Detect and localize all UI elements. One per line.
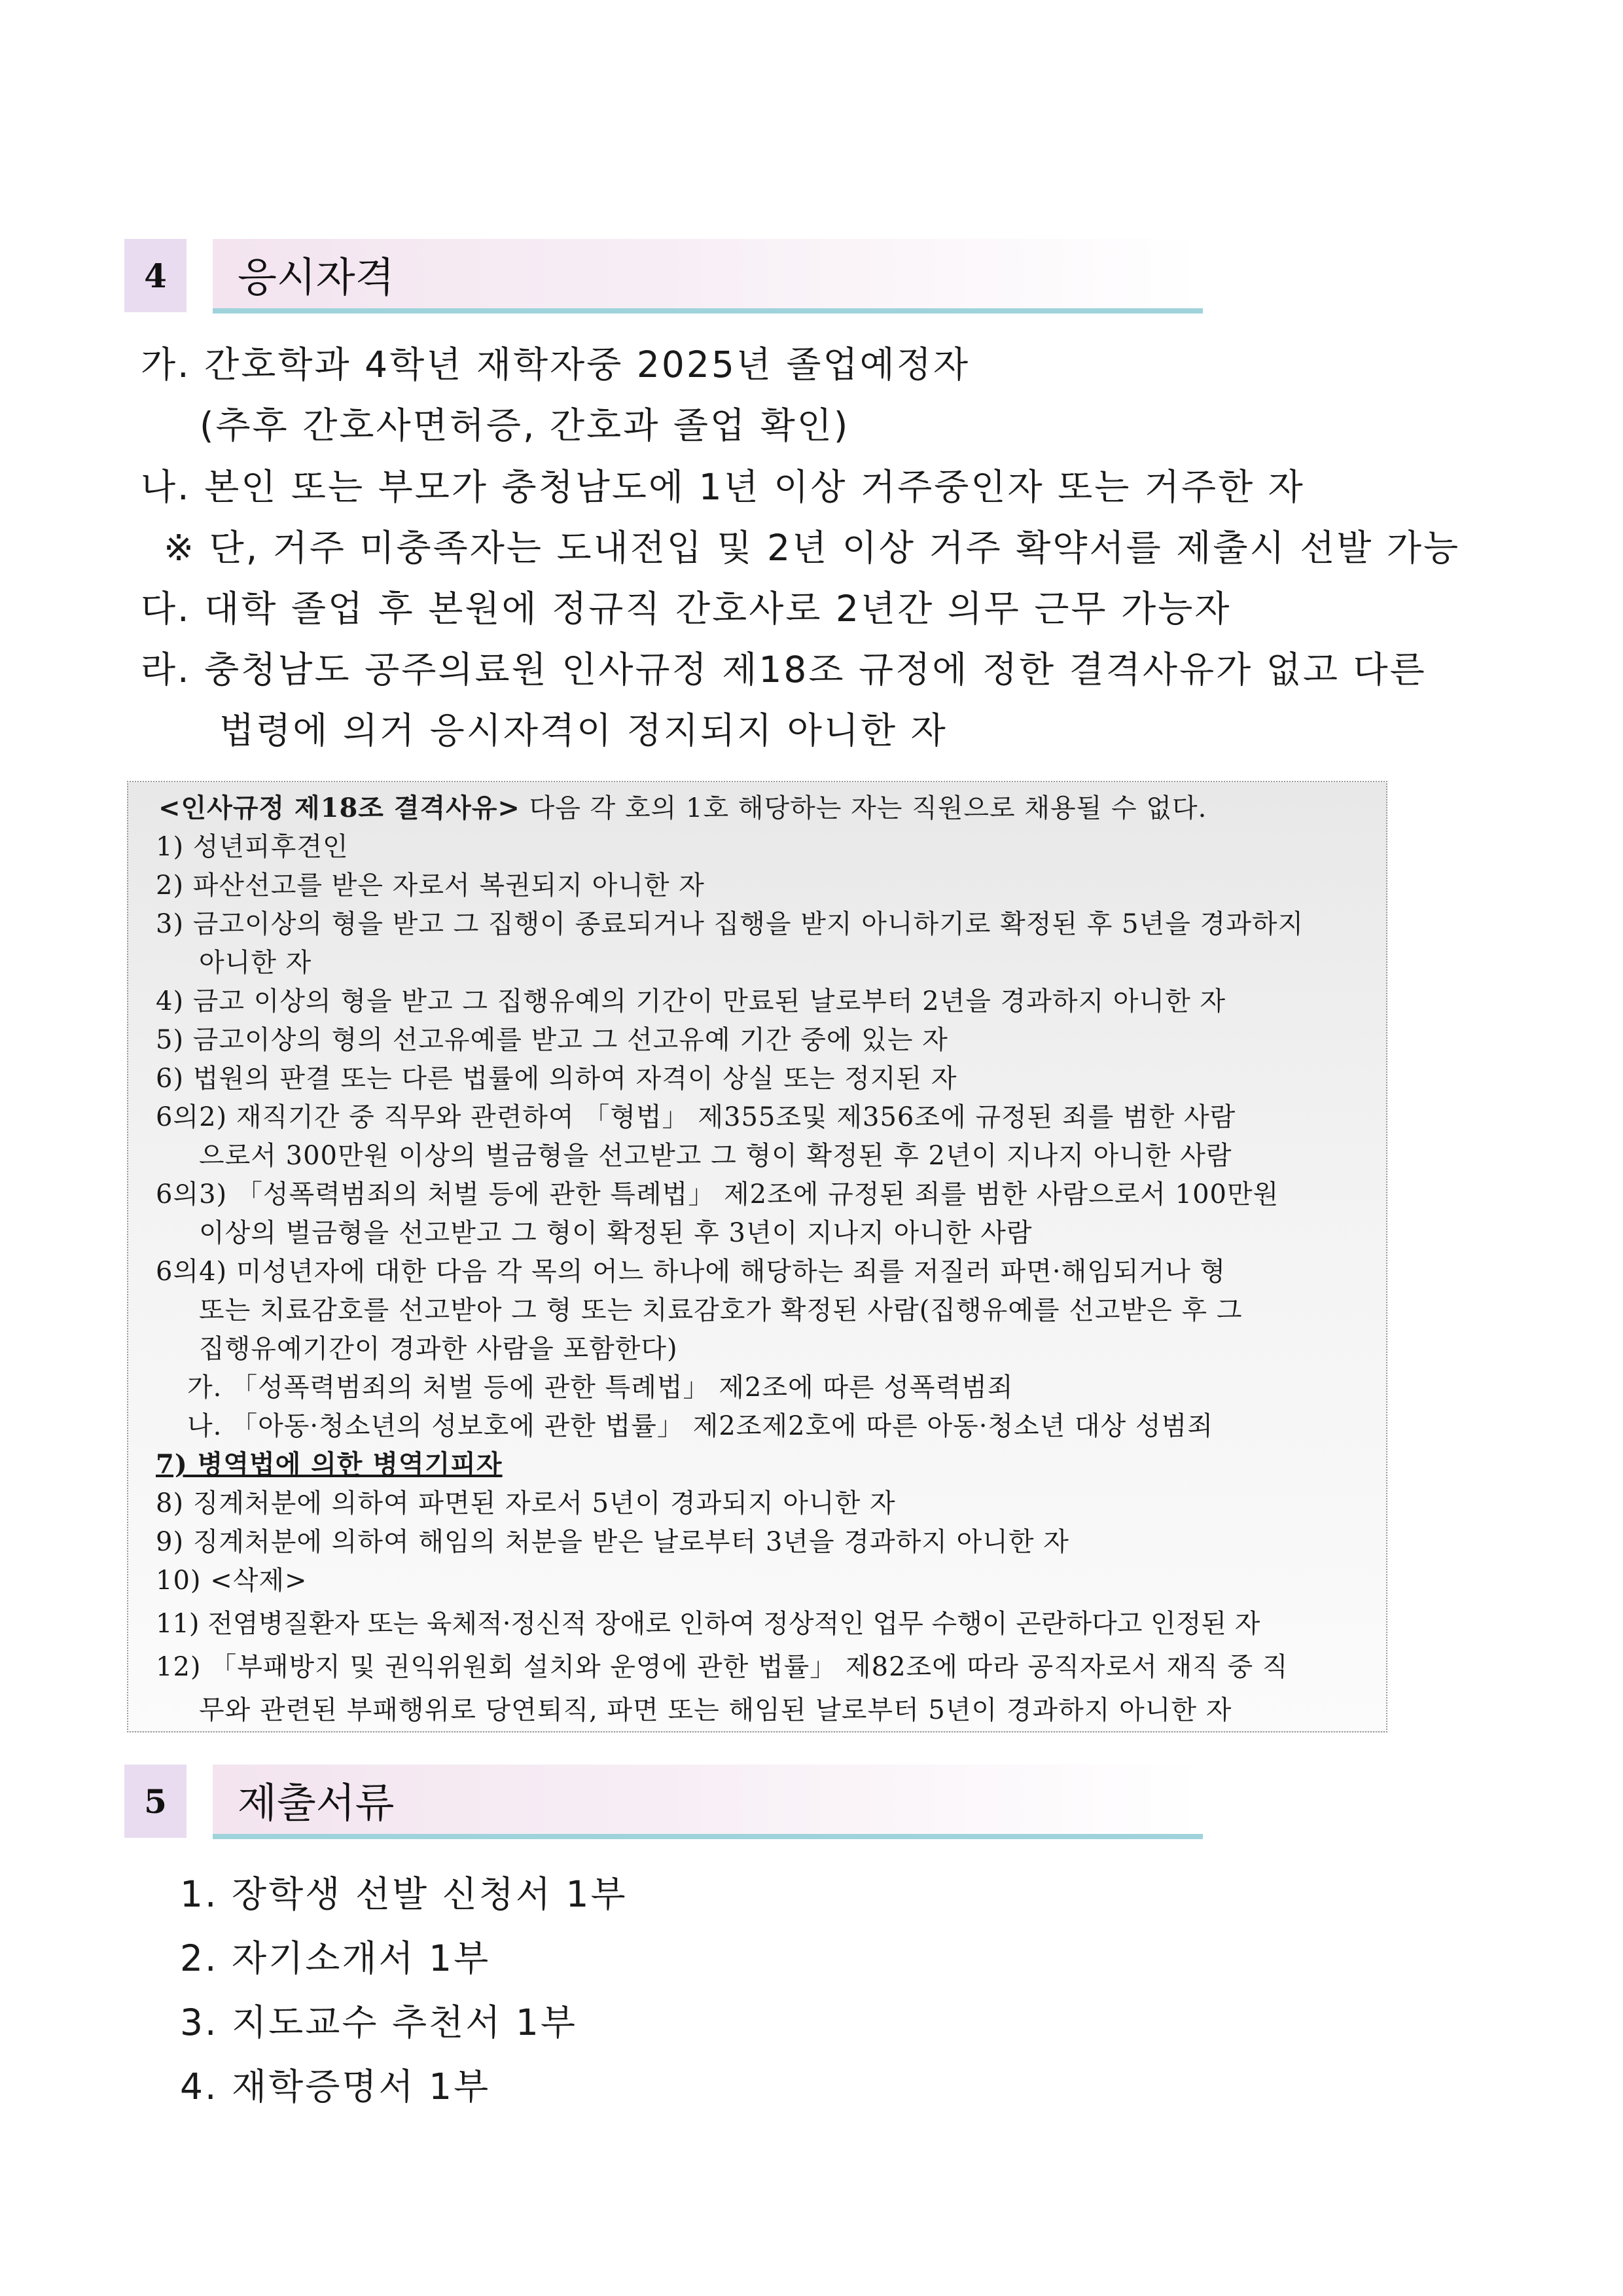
rule-item: 6의3) 「성폭력범죄의 처벌 등에 관한 특례법」 제2조에 규정된 죄를 범한 사람으로서 100만원 xyxy=(156,1179,1279,1210)
section-title: 응시자격 xyxy=(213,239,1203,314)
document-item: 1. 장학생 선발 신청서 1부 xyxy=(180,1873,628,1915)
qualification-ra-cont: 법령에 의거 응시자격이 정지되지 아니한 자 xyxy=(219,709,948,751)
section-number: 5 xyxy=(124,1765,187,1838)
qualification-ga: 가. 간호학과 4학년 재학자중 2025년 졸업예정자 xyxy=(141,344,971,386)
qualification-ga-sub: (추후 간호사면허증, 간호과 졸업 확인) xyxy=(200,404,850,446)
section-5-header xyxy=(124,1765,1171,1840)
rule-item: 아니한 자 xyxy=(199,948,312,978)
qualification-ra: 라. 충청남도 공주의료원 인사규정 제18조 규정에 정한 결격사유가 없고 다른 xyxy=(141,649,1427,691)
rule-item: 가. 「성폭력범죄의 처벌 등에 관한 특례법」 제2조에 따른 성폭력범죄 xyxy=(187,1372,1014,1403)
rule-item: 10) <삭제> xyxy=(156,1566,308,1596)
rule-item: 으로서 300만원 이상의 벌금형을 선고받고 그 형이 확정된 후 2년이 지나지 아니한 사람 xyxy=(199,1141,1232,1171)
rule-item: 11) 전염병질환자 또는 육체적·정신적 장애로 인하여 정상적인 업무 수행이 곤란하다고 인정된 자 xyxy=(156,1609,1260,1639)
rule-item: 2) 파산선고를 받은 자로서 복권되지 아니한 자 xyxy=(156,870,705,901)
rule-item: 이상의 벌금형을 선고받고 그 형이 확정된 후 3년이 지나지 아니한 사람 xyxy=(199,1218,1033,1248)
qualification-da: 다. 대학 졸업 후 본원에 정규직 간호사로 2년간 의무 근무 가능자 xyxy=(141,588,1232,630)
document-item: 3. 지도교수 추천서 1부 xyxy=(180,2001,577,2043)
rule-item: 9) 징계처분에 의하여 해임의 처분을 받은 날로부터 3년을 경과하지 아니한 자 xyxy=(156,1527,1069,1557)
rule-item: 6의4) 미성년자에 대한 다음 각 목의 어느 하나에 해당하는 죄를 저질러 파면·해임되거나 형 xyxy=(156,1257,1226,1287)
rule-heading xyxy=(158,787,1207,825)
rule-item: 1) 성년피후견인 xyxy=(156,832,349,862)
document-item: 2. 자기소개서 1부 xyxy=(180,1937,491,1979)
disqualification-box xyxy=(127,781,1387,1732)
rule-item: 6의2) 재직기간 중 직무와 관련하여 「형법」 제355조및 제356조에 규정된 죄를 범한 사람 xyxy=(156,1102,1236,1132)
rule-heading-rest: 다음 각 호의 1호 해당하는 자는 직원으로 채용될 수 없다. xyxy=(520,793,1207,823)
rule-item: 6) 법원의 판결 또는 다른 법률에 의하여 자격이 상실 또는 정지된 자 xyxy=(156,1064,957,1094)
document-item: 4. 재학증명서 1부 xyxy=(180,2066,491,2108)
section-number: 4 xyxy=(124,239,187,312)
rule-item: 4) 금고 이상의 형을 받고 그 집행유예의 기간이 만료된 날로부터 2년을 경과하지 아니한 자 xyxy=(156,986,1226,1016)
section-4-header xyxy=(124,239,1171,314)
qualification-na: 나. 본인 또는 부모가 충청남도에 1년 이상 거주중인자 또는 거주한 자 xyxy=(141,466,1305,508)
rule-item: 3) 금고이상의 형을 받고 그 집행이 종료되거나 집행을 받지 아니하기로 확정된 후 5년을 경과하지 xyxy=(156,909,1304,939)
rule-item: 나. 「아동·청소년의 성보호에 관한 법률」 제2조제2호에 따른 아동·청소년 대상 성범죄 xyxy=(187,1411,1213,1441)
qualification-na-note: ※ 단, 거주 미충족자는 도내전입 및 2년 이상 거주 확약서를 제출시 선발 가능 xyxy=(164,527,1461,569)
rule-item: 집행유예기간이 경과한 사람을 포함한다) xyxy=(199,1334,678,1364)
rule-item: 또는 치료감호를 선고받아 그 형 또는 치료감호가 확정된 사람(집행유예를 선고받은 후 그 xyxy=(199,1295,1243,1325)
rule-heading-title: <인사규정 제18조 결격사유> xyxy=(158,793,520,823)
rule-item: 8) 징계처분에 의하여 파면된 자로서 5년이 경과되지 아니한 자 xyxy=(156,1488,896,1518)
rule-item: 무와 관련된 부패행위로 당연퇴직, 파면 또는 해임된 날로부터 5년이 경과하지 아니한 자 xyxy=(199,1695,1232,1725)
section-title: 제출서류 xyxy=(213,1765,1203,1839)
rule-item: 5) 금고이상의 형의 선고유예를 받고 그 선고유예 기간 중에 있는 자 xyxy=(156,1025,948,1055)
rule-item: 12) 「부패방지 및 권익위원회 설치와 운영에 관한 법률」 제82조에 따라 공직자로서 재직 중 직 xyxy=(156,1652,1289,1682)
rule-item: 7) 병역법에 의한 병역기피자 xyxy=(156,1449,503,1480)
